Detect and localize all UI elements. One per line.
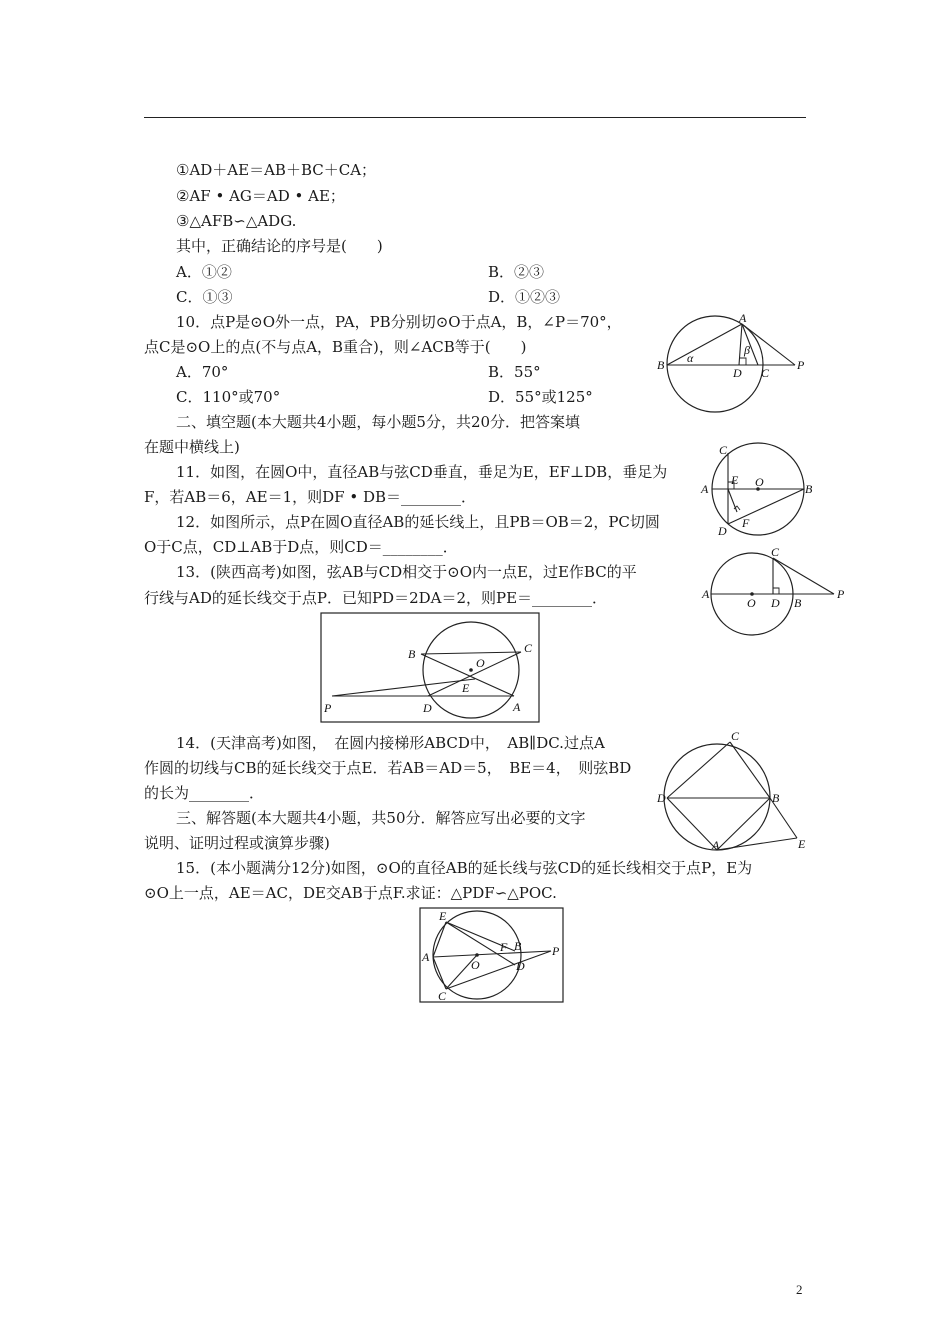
q15-fig-label-p: P [552,944,560,958]
q10-fig-label-p: P [797,358,805,372]
q11-fig-label-d: D [718,524,727,538]
q11-fig-label-f: F [742,516,750,530]
q10-fig-label-a: A [739,311,747,325]
q15-fig-label-o: O [471,958,480,972]
q10-fig-label-b: B [657,358,665,372]
q11-line-1: 11．如图，在圆O中，直径AB与弦CD垂直，垂足为E，EF⊥DB，垂足为 [176,463,668,481]
q11-fig-label-b: B [805,482,813,496]
section2-line-1: 二、填空题(本大题共4小题，每小题5分，共20分．把答案填 [176,413,581,431]
q14-fig-label-a: A [712,838,720,852]
q13-line-2: 行线与AD的延长线交于点P．已知PD＝2DA＝2，则PE＝________． [144,589,608,607]
q10-option-c: C．110°或70° [176,388,281,406]
q9-option-a: A．①② [176,263,232,281]
q13-line-1: 13．(陕西高考)如图，弦AB与CD相交于⊙O内一点E，过E作BC的平 [176,563,637,581]
page-number: 2 [796,1282,803,1297]
q9-stem: 其中，正确结论的序号是( ) [176,237,383,255]
q15-fig-label-e: E [439,909,447,923]
q14-figure [655,728,815,852]
q15-fig-label-c: C [438,989,447,1003]
q12-line-1: 12．如图所示，点P在圆O直径AB的延长线上，且PB＝OB＝2，PC切圆 [176,513,660,531]
q12-figure [700,545,850,637]
q10-line-2: 点C是⊙O上的点(不与点A，B重合)，则∠ACB等于( ) [144,338,527,356]
section3-line-1: 三、解答题(本大题共4小题，共50分．解答应写出必要的文字 [176,809,586,827]
q10-fig-label-d: D [733,366,742,380]
q12-fig-label-p: P [837,587,845,601]
q15-line-2: ⊙O上一点，AE＝AC，DE交AB于点F.求证：△PDF∽△POC. [144,884,557,902]
q11-line-2: F，若AB＝6，AE＝1，则DF • DB＝________． [144,488,477,506]
q13-fig-label-e: E [462,681,470,695]
q10-option-a: A．70° [176,363,229,381]
q12-fig-label-d: D [771,596,780,610]
q10-fig-label-beta: β [744,343,750,357]
q15-figure [419,907,564,1003]
q13-fig-label-a: A [513,700,521,714]
q13-fig-label-d: D [423,701,432,715]
q10-option-d: D．55°或125° [488,388,593,406]
q15-fig-label-a: A [422,950,430,964]
q11-fig-label-a: A [701,482,709,496]
q13-fig-label-b: B [408,647,416,661]
q11-fig-label-c: C [719,443,728,457]
q13-fig-label-c: C [524,641,533,655]
q13-figure [320,612,540,723]
q15-fig-label-f: F [500,940,508,954]
q9-conclusion-2: ②AF • AG＝AD • AE； [176,187,345,205]
q14-fig-label-d: D [657,791,666,805]
q14-fig-label-e: E [798,837,806,851]
q9-option-b: B．②③ [488,263,545,281]
q10-fig-label-alpha: α [687,351,694,365]
q12-fig-label-c: C [771,545,780,559]
q12-line-2: O于C点，CD⊥AB于D点，则CD＝________． [144,538,458,556]
q10-figure [655,312,815,414]
q15-fig-label-d: D [516,959,525,973]
q11-figure [698,440,820,540]
q14-line-1: 14．(天津高考)如图， 在圆内接梯形ABCD中， AB∥DC.过点A [176,734,605,752]
q10-fig-label-c: C [761,366,770,380]
q12-fig-label-b: B [794,596,802,610]
q9-conclusion-1: ①AD＋AE＝AB＋BC＋CA； [176,161,377,179]
q12-fig-label-o: O [747,596,756,610]
q12-fig-label-a: A [702,587,710,601]
section2-line-2: 在题中横线上) [144,438,240,456]
q9-option-d: D．①②③ [488,288,561,306]
section3-line-2: 说明、证明过程或演算步骤) [144,834,330,852]
q11-fig-label-o: O [755,475,764,489]
q9-option-c: C．①③ [176,288,233,306]
q14-fig-label-c: C [731,729,740,743]
header-rule [144,117,806,118]
q10-option-b: B．55° [488,363,541,381]
q14-line-2: 作圆的切线与CB的延长线交于点E．若AB＝AD＝5， BE＝4， 则弦BD [144,759,632,777]
q9-conclusion-3: ③△AFB∽△ADG. [176,212,297,230]
q15-line-1: 15．(本小题满分12分)如图，⊙O的直径AB的延长线与弦CD的延长线相交于点P，E为 [176,859,753,877]
q13-fig-label-p: P [324,701,332,715]
q14-fig-label-b: B [772,791,780,805]
q13-fig-label-o: O [476,656,485,670]
q11-fig-label-e: E [731,473,739,487]
q14-line-3: 的长为________． [144,784,265,802]
q10-line-1: 10．点P是⊙O外一点，PA，PB分别切⊙O于点A，B，∠P＝70°， [176,313,622,331]
q15-fig-label-b: B [514,939,522,953]
